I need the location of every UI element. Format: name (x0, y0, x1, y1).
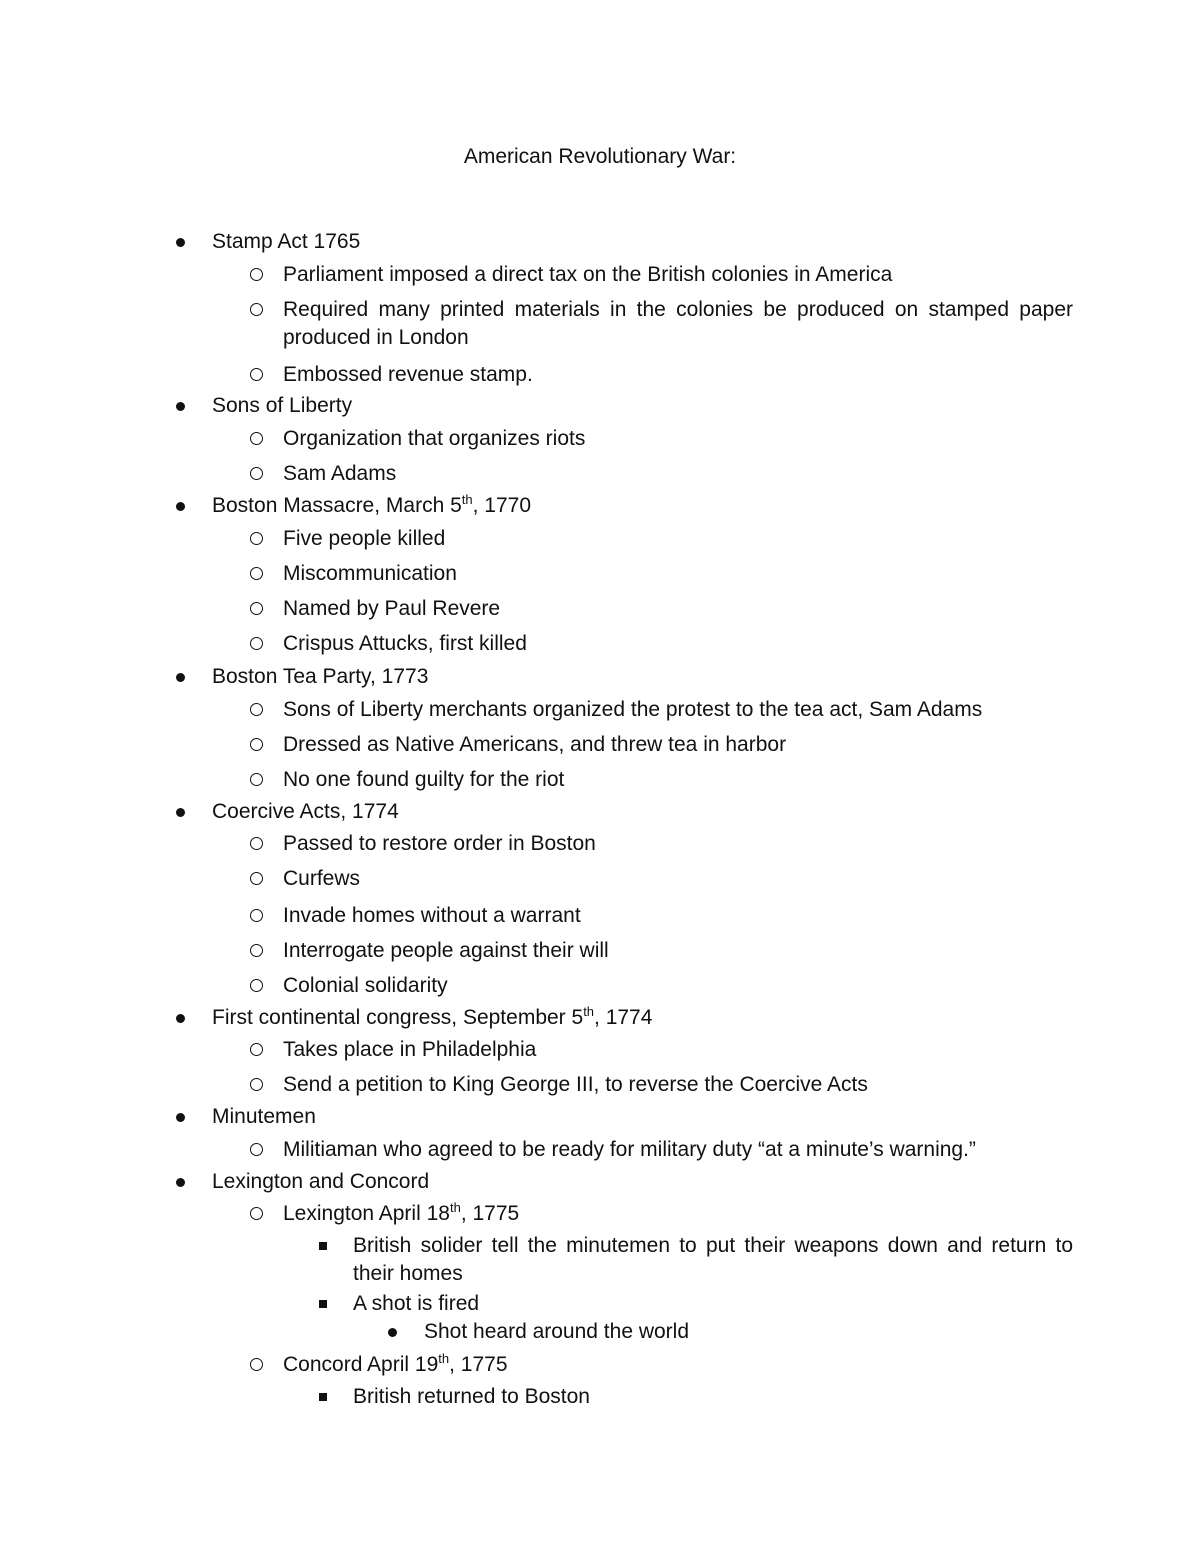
list-item: Curfews (283, 867, 361, 890)
list-item: Parliament imposed a direct tax on the British colonies in America (283, 263, 893, 286)
bullet-square-icon (319, 1242, 327, 1250)
list-item: A shot is fired (353, 1292, 480, 1315)
list-item: Organization that organizes riots (283, 427, 586, 450)
bullet-disc-icon (176, 1113, 185, 1122)
list-item: Dressed as Native Americans, and threw tea in harbor (283, 733, 787, 756)
list-item: Five people killed (283, 527, 446, 550)
topic-stamp-act: Stamp Act 1765 (212, 230, 361, 253)
list-item: No one found guilty for the riot (283, 768, 565, 791)
page-title: American Revolutionary War: (463, 145, 737, 168)
list-item: British solider tell the minutemen to put their weapons down and return to their homes (353, 1234, 1073, 1285)
topic-coercive-acts: Coercive Acts, 1774 (212, 800, 399, 823)
bullet-circle-icon (250, 1358, 263, 1371)
topic-boston-tea-party: Boston Tea Party, 1773 (212, 665, 429, 688)
bullet-square-icon (319, 1300, 327, 1308)
bullet-circle-icon (250, 1078, 263, 1091)
bullet-circle-icon (250, 909, 263, 922)
list-item: Militiaman who agreed to be ready for military duty “at a minute’s warning.” (283, 1138, 976, 1161)
bullet-circle-icon (250, 303, 263, 316)
bullet-circle-icon (250, 773, 263, 786)
bullet-circle-icon (250, 432, 263, 445)
bullet-circle-icon (250, 1143, 263, 1156)
bullet-disc-icon (176, 808, 185, 817)
list-item: Takes place in Philadelphia (283, 1038, 537, 1061)
list-item: Sam Adams (283, 462, 397, 485)
bullet-circle-icon (250, 872, 263, 885)
bullet-disc-icon (176, 1178, 185, 1187)
list-item: Passed to restore order in Boston (283, 832, 596, 855)
subtopic-concord: Concord April 19th, 1775 (283, 1351, 508, 1376)
list-item: British returned to Boston (353, 1385, 590, 1408)
bullet-circle-icon (250, 368, 263, 381)
topic-lexington-and-concord: Lexington and Concord (212, 1170, 430, 1193)
bullet-circle-icon (250, 602, 263, 615)
list-item: Named by Paul Revere (283, 597, 501, 620)
list-item: Miscommunication (283, 562, 457, 585)
bullet-circle-icon (250, 467, 263, 480)
subtopic-lexington: Lexington April 18th, 1775 (283, 1200, 520, 1225)
bullet-disc-icon (176, 1014, 185, 1023)
list-item: Invade homes without a warrant (283, 904, 581, 927)
bullet-circle-icon (250, 268, 263, 281)
list-item: Embossed revenue stamp. (283, 363, 533, 386)
topic-first-continental-congress: First continental congress, September 5th, 1774 (212, 1004, 653, 1029)
bullet-circle-icon (250, 567, 263, 580)
bullet-circle-icon (250, 1043, 263, 1056)
bullet-circle-icon (250, 532, 263, 545)
bullet-disc-icon (176, 402, 185, 411)
list-item: Colonial solidarity (283, 974, 448, 997)
bullet-circle-icon (250, 944, 263, 957)
list-item: Send a petition to King George III, to reverse the Coercive Acts (283, 1073, 868, 1096)
bullet-disc-icon (176, 502, 185, 511)
bullet-disc-icon (388, 1328, 397, 1337)
bullet-disc-icon (176, 238, 185, 247)
topic-minutemen: Minutemen (212, 1105, 316, 1128)
topic-boston-massacre: Boston Massacre, March 5th, 1770 (212, 492, 531, 517)
list-item: Crispus Attucks, first killed (283, 632, 527, 655)
list-item: Sons of Liberty merchants organized the protest to the tea act, Sam Adams (283, 698, 983, 721)
list-item: Shot heard around the world (424, 1320, 690, 1343)
bullet-circle-icon (250, 1207, 263, 1220)
list-item: Required many printed materials in the colonies be produced on stamped paper produced in London (283, 298, 1073, 349)
bullet-circle-icon (250, 837, 263, 850)
bullet-square-icon (319, 1393, 327, 1401)
bullet-circle-icon (250, 979, 263, 992)
bullet-circle-icon (250, 703, 263, 716)
list-item: Interrogate people against their will (283, 939, 609, 962)
bullet-circle-icon (250, 637, 263, 650)
bullet-disc-icon (176, 673, 185, 682)
bullet-circle-icon (250, 738, 263, 751)
topic-sons-of-liberty: Sons of Liberty (212, 394, 353, 417)
